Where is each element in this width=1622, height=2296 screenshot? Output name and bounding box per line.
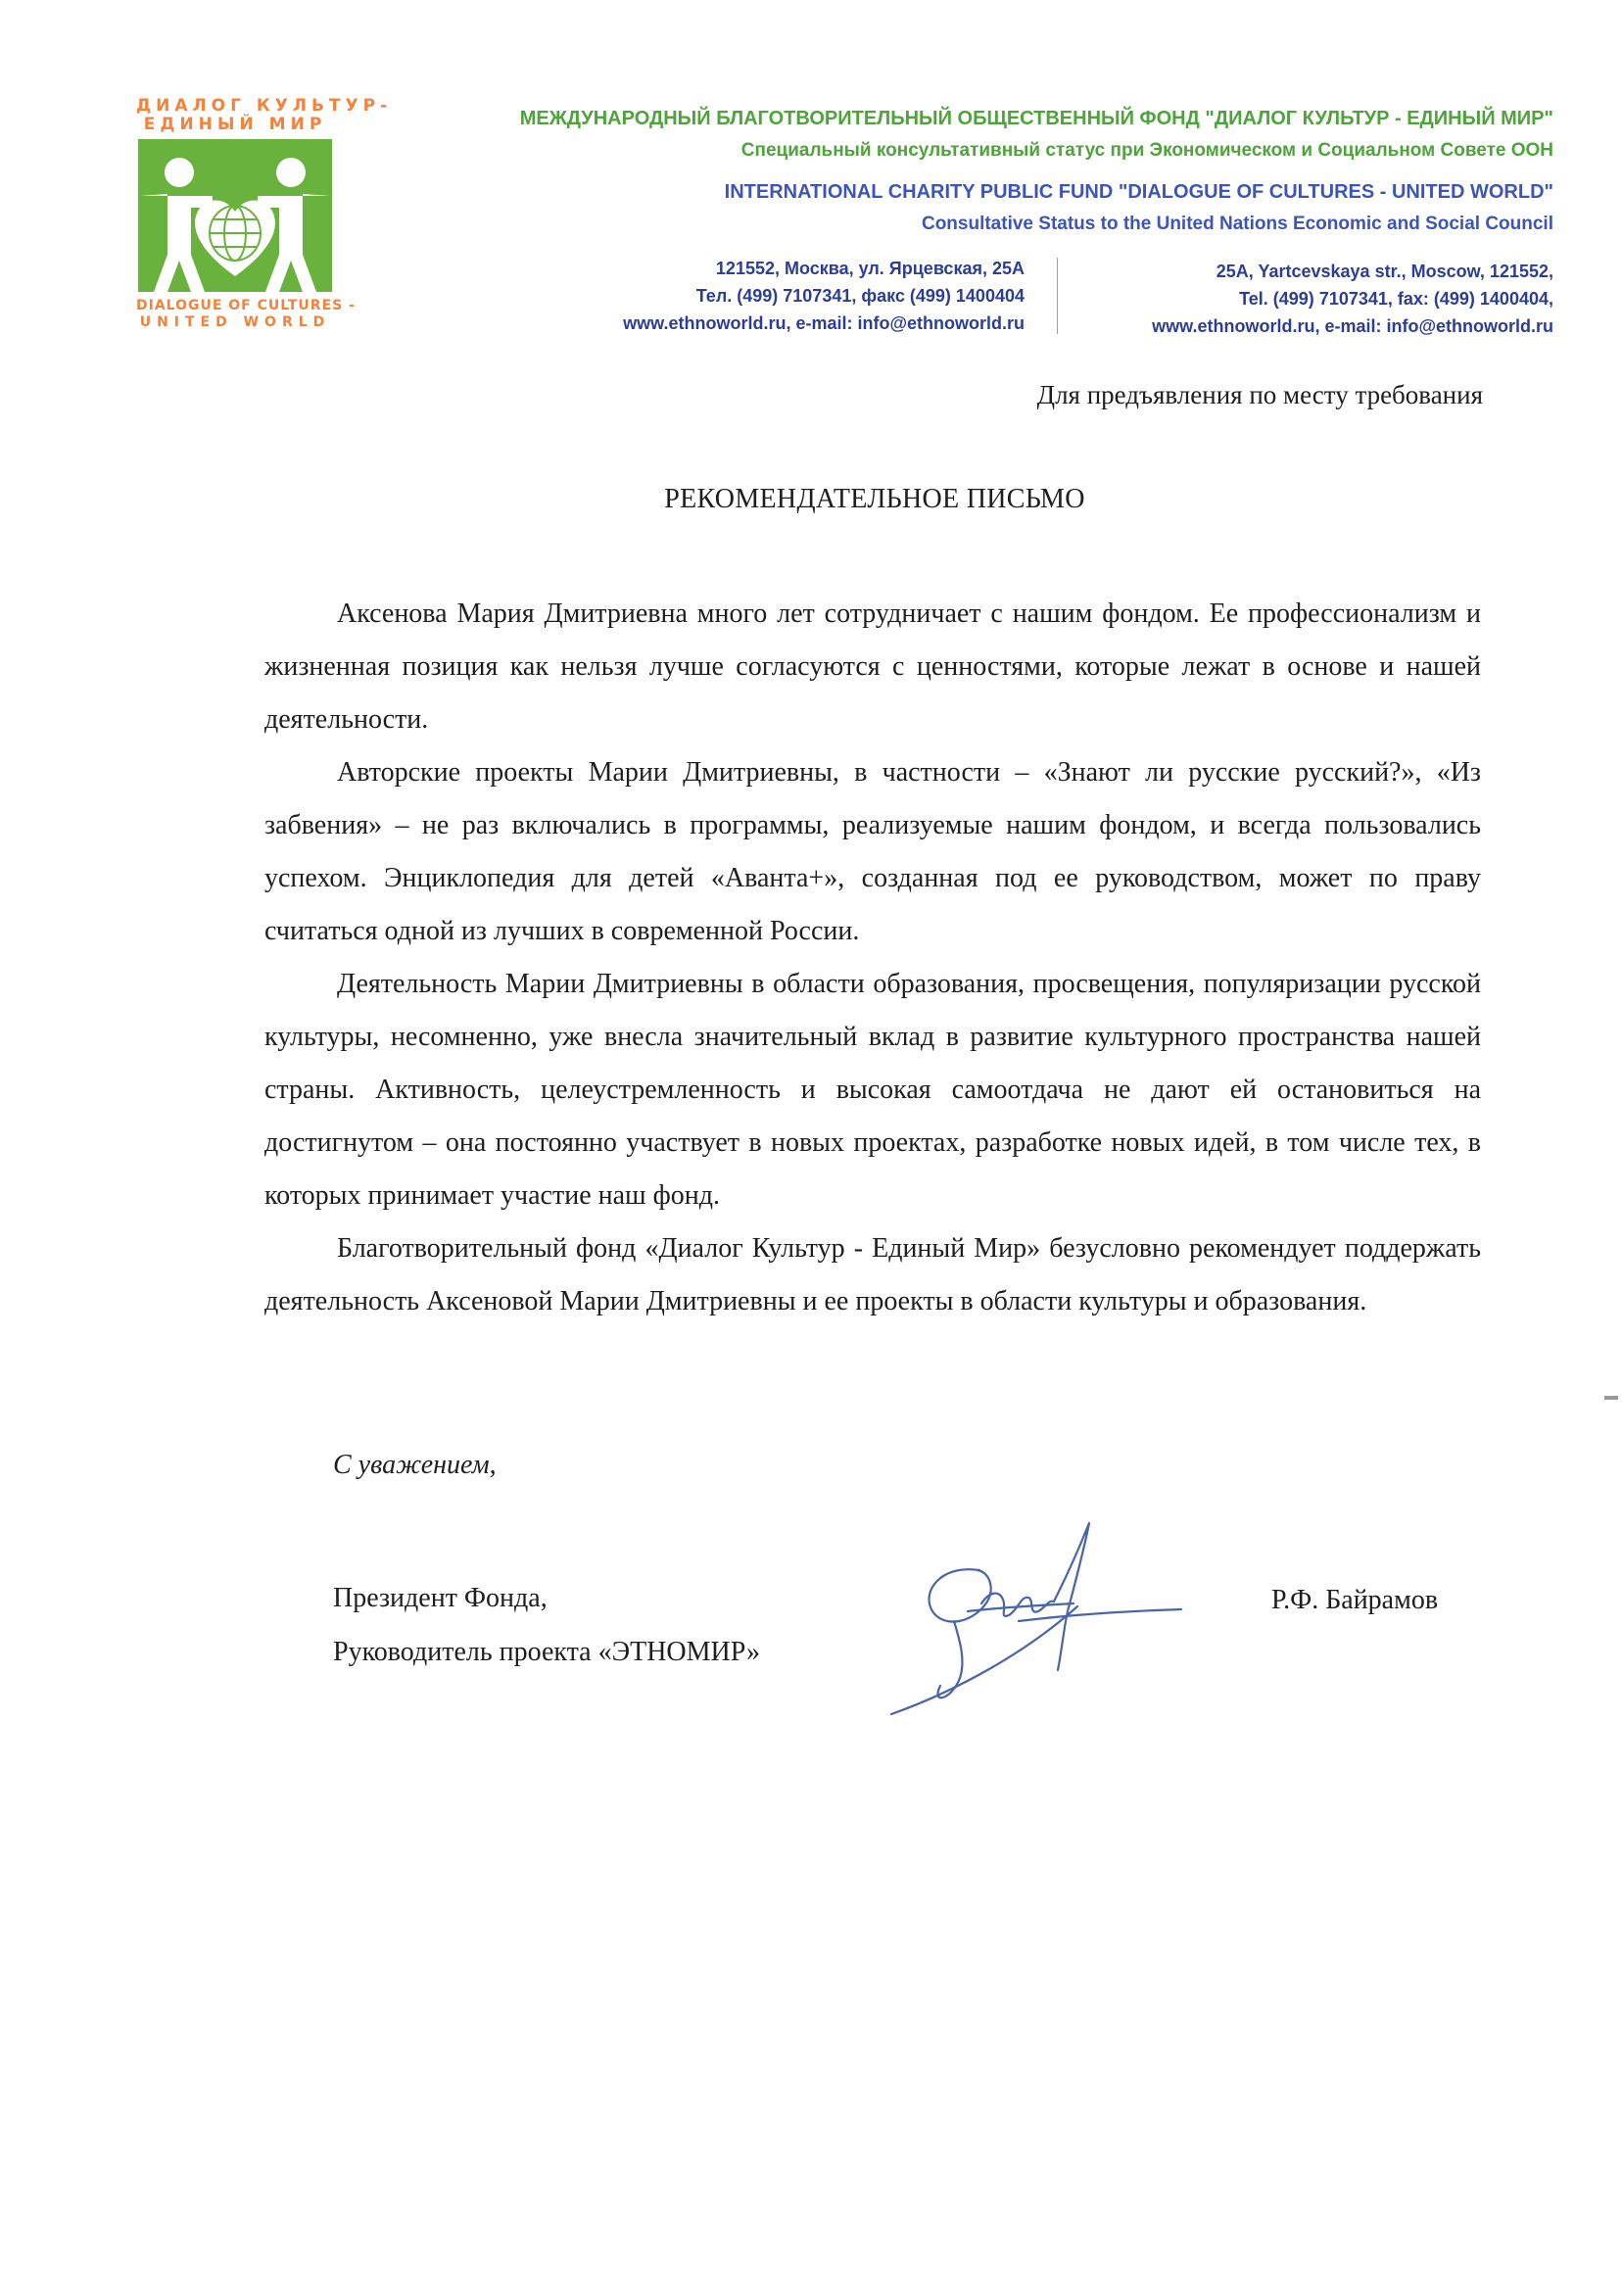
web-email-ru: www.ethnoworld.ru, e-mail: info@ethnoworld.ru bbox=[623, 313, 1025, 333]
scan-edge-mark bbox=[1604, 1396, 1618, 1400]
logo-text-en-line2: UNITED WORLD bbox=[139, 314, 331, 330]
letter-title: РЕКОМЕНДАТЕЛЬНОЕ ПИСЬМО bbox=[664, 484, 1085, 514]
presentation-note: Для предъявления по месту требования bbox=[1036, 380, 1483, 409]
signer-title-president: Президент Фонда, bbox=[333, 1583, 548, 1613]
letter-body bbox=[264, 588, 1481, 1328]
fund-name-ru: МЕЖДУНАРОДНЫЙ БЛАГОТВОРИТЕЛЬНЫЙ ОБЩЕСТВЕННЫЙ ФОНД "ДИАЛОГ КУЛЬТУР - ЕДИНЫЙ МИР" bbox=[519, 108, 1553, 129]
paper-dolls-with-globe-heart-icon bbox=[138, 139, 332, 292]
logo-text-ru-line1: ДИАЛОГ КУЛЬТУР- bbox=[136, 96, 393, 116]
address-ru: 121552, Москва, ул. Ярцевская, 25А bbox=[715, 259, 1025, 278]
fund-name-en: INTERNATIONAL CHARITY PUBLIC FUND "DIALOGUE OF CULTURES - UNITED WORLD" bbox=[724, 181, 1553, 203]
signer-titles bbox=[333, 1571, 760, 1679]
paragraph-2: Авторские проекты Марии Дмитриевны, в частности – «Знают ли русские русский?», «Из забвения» – не раз включались в программы, реализуемые нашим фондом, и всегда пользовались успехом. Энциклопедия для детей «Аванта+», созданная под ее руководством, может по праву считаться одной из лучших в современной России. bbox=[264, 757, 1481, 946]
phones-en: Tel. (499) 7107341, fax: (499) 1400404, bbox=[1239, 289, 1553, 309]
signer-name: Р.Ф. Байрамов bbox=[1271, 1585, 1439, 1615]
handwritten-signature bbox=[872, 1513, 1195, 1719]
paragraph-3: Деятельность Марии Дмитриевны в области образования, просвещения, популяризации русской культуры, несомненно, уже внесла значительный вклад в развитие культурного пространства нашей страны. Активность, целеустремленность и высокая самоотдача не дают ей остановиться на достигнутом – она постоянно участвует в новых проектах, разработке новых идей, в том числе тех, в которых принимает участие наш фонд. bbox=[264, 969, 1481, 1211]
web-email-en: www.ethnoworld.ru, e-mail: info@ethnoworld.ru bbox=[1152, 316, 1553, 336]
contacts-ru bbox=[623, 255, 1025, 337]
paragraph-4: Благотворительный фонд «Диалог Культур - Единый Мир» безусловно рекомендует поддержать деятельность Аксеновой Марии Дмитриевны и ее проекты в области культуры и образования. bbox=[264, 1233, 1481, 1316]
signer-title-project-head: Руководитель проекта «ЭТНОМИР» bbox=[333, 1637, 761, 1667]
logo-text-ru-line2: ЕДИНЫЙ МИР bbox=[143, 115, 327, 134]
closing-regards: С уважением, bbox=[333, 1450, 497, 1480]
fund-status-en: Consultative Status to the United Nations Economic and Social Council bbox=[921, 214, 1553, 234]
contacts-en bbox=[1152, 258, 1553, 340]
phones-ru: Тел. (499) 7107341, факс (499) 1400404 bbox=[695, 286, 1025, 306]
logo-emblem bbox=[138, 139, 332, 292]
fund-status-ru: Специальный консультативный статус при Экономическом и Социальном Совете ООН bbox=[740, 140, 1553, 161]
fund-logo bbox=[136, 96, 393, 333]
address-en: 25A, Yartcevskaya str., Moscow, 121552, bbox=[1216, 262, 1553, 281]
contacts-divider bbox=[1057, 258, 1058, 334]
paragraph-1: Аксенова Мария Дмитриевна много лет сотрудничает с нашим фондом. Ее профессионализм и жизненная позиция как нельзя лучше согласуются с ценностями, которые лежат в основе и нашей деятельности. bbox=[264, 598, 1481, 735]
logo-text-en-line1: DIALOGUE OF CULTURES - bbox=[136, 298, 356, 313]
